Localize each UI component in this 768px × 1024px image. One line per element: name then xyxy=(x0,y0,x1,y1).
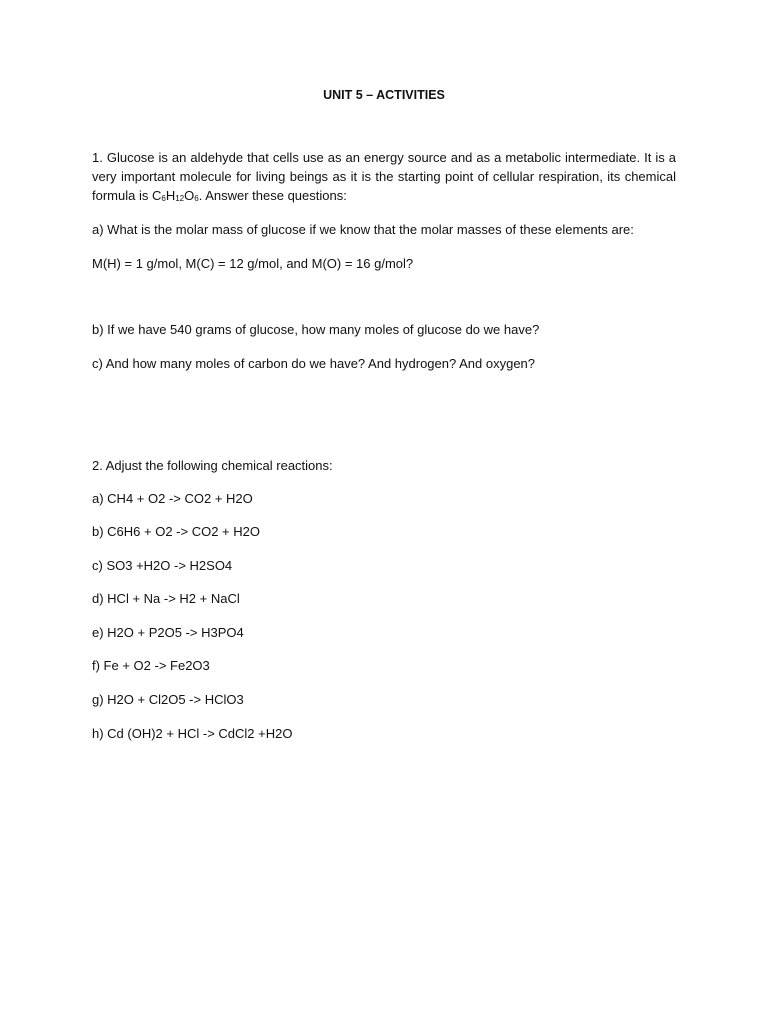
question-1b: b) If we have 540 grams of glucose, how many moles of glucose do we have? xyxy=(92,322,540,337)
reaction-a: a) CH4 + O2 -> CO2 + H2O xyxy=(92,491,253,506)
page-title: UNIT 5 – ACTIVITIES xyxy=(323,88,445,102)
reaction-h: h) Cd (OH)2 + HCl -> CdCl2 +H2O xyxy=(92,726,293,741)
question-2-intro: 2. Adjust the following chemical reactions: xyxy=(92,458,333,473)
question-1-text-end: . Answer these questions: xyxy=(198,188,347,203)
question-1a: a) What is the molar mass of glucose if we know that the molar masses of these elements are: xyxy=(92,222,634,237)
reaction-b: b) C6H6 + O2 -> CO2 + H2O xyxy=(92,524,260,539)
formula-subscript-o: 6 xyxy=(194,194,199,203)
question-1-text: 1. Glucose is an aldehyde that cells use as an energy source and as a metabolic intermediate. It is a very important molecule for living beings as it is the starting point of cellular respiration, its chemical formula is C xyxy=(92,150,676,203)
reaction-g: g) H2O + Cl2O5 -> HClO3 xyxy=(92,692,244,707)
reaction-d: d) HCl + Na -> H2 + NaCl xyxy=(92,591,240,606)
reaction-c: c) SO3 +H2O -> H2SO4 xyxy=(92,558,233,573)
formula-subscript-h: 12 xyxy=(175,194,185,203)
formula-o: O xyxy=(184,188,195,203)
formula-h: H xyxy=(165,188,176,203)
reaction-e: e) H2O + P2O5 -> H3PO4 xyxy=(92,625,244,640)
formula-subscript-c: 6 xyxy=(161,194,166,203)
reaction-f: f) Fe + O2 -> Fe2O3 xyxy=(92,658,210,673)
question-1a-values: M(H) = 1 g/mol, M(C) = 12 g/mol, and M(O) = 16 g/mol? xyxy=(92,256,414,271)
question-1-intro xyxy=(92,148,676,205)
question-1c: c) And how many moles of carbon do we have? And hydrogen? And oxygen? xyxy=(92,356,536,371)
